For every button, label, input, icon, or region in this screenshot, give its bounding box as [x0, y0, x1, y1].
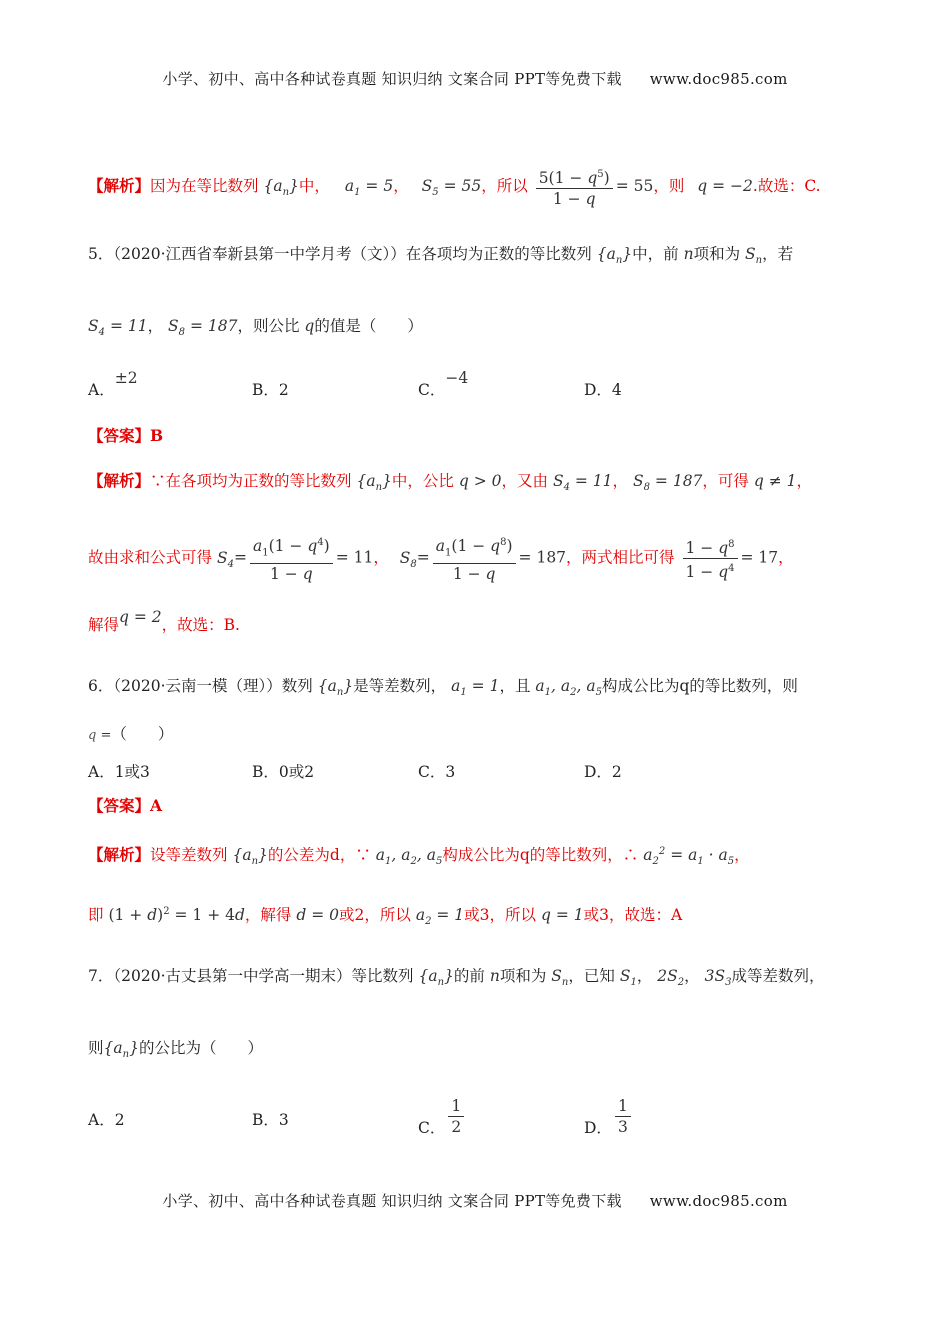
- formula: $\{a_n\}$: [103, 1039, 139, 1061]
- q7-option-d[interactable]: [584, 1096, 634, 1137]
- formula: $\{a_n\}$: [418, 967, 454, 989]
- q7-option-a[interactable]: [88, 1108, 125, 1130]
- formula: $S_n$: [745, 245, 763, 267]
- text: 是等差数列，: [353, 677, 447, 695]
- formula: $\{a_n\}$: [356, 472, 392, 494]
- q7-stem-line1: [88, 962, 890, 997]
- text: 或2，所以: [339, 906, 411, 925]
- formula-fraction: $\frac{5(1 - q^5)}{1 - q}$: [536, 165, 613, 209]
- text: ，: [796, 472, 813, 490]
- formula: $a_1$, $a_2$, $a_5$: [375, 846, 443, 868]
- text: ，所以: [481, 177, 528, 196]
- option-label: C．: [418, 1118, 446, 1137]
- q6-option-b[interactable]: [252, 760, 314, 782]
- text: 设等差数列: [150, 846, 228, 865]
- q6-option-c[interactable]: [418, 760, 455, 782]
- text: ，: [393, 177, 409, 196]
- text: 构成公比为q的等比数列，则: [601, 677, 798, 695]
- formula: $a_1$, $a_2$, $a_5$: [535, 677, 602, 699]
- formula: q = −2: [697, 177, 753, 196]
- footer-text: 小学、初中、高中各种试卷真题 知识归纳 文案合同 PPT等免费下载: [162, 1192, 622, 1210]
- analysis-tag: 【解析】: [88, 471, 151, 490]
- q4-analysis-line: 【解析】因为在等比数列 $\{a_n\}$中， $a_1 = 5$， $S_5 = 55$，所以 $\frac{5(1 - q^5)}{1 - q}$ = 55，则 q = −2.故选：C.: [88, 165, 890, 209]
- header-url[interactable]: www.doc985.com: [649, 70, 788, 88]
- text: 项和为: [693, 245, 741, 263]
- text: ∵在各项均为正数的等比数列: [150, 472, 352, 490]
- text: ，: [778, 548, 794, 567]
- text: 或3，所以: [464, 906, 537, 925]
- formula: q > 0: [458, 472, 502, 490]
- option-label: A．1或3: [88, 763, 150, 781]
- formula: $\{a_n\}$: [317, 677, 354, 699]
- formula-fraction: $\frac{1}{2}$: [448, 1096, 464, 1137]
- text: ，且: [499, 677, 531, 695]
- formula: $a_2 = 1$: [415, 906, 465, 928]
- formula: $\{a_n\}$: [263, 177, 299, 199]
- text: ，故选：B.: [161, 616, 240, 634]
- option-label: C．3: [418, 763, 456, 781]
- text: 数列: [281, 677, 313, 695]
- q5-answer: [88, 422, 890, 450]
- option-label: A．: [88, 381, 115, 399]
- text: ，已知: [568, 967, 615, 985]
- formula: n: [683, 245, 694, 263]
- question-source: （2020·云南一模（理））: [113, 677, 282, 695]
- page-header: [0, 68, 950, 89]
- formula: q = 1: [540, 906, 584, 925]
- text: （ ）: [111, 725, 174, 743]
- formula: $S_4$: [216, 548, 234, 570]
- question-number: 7．: [88, 967, 114, 985]
- formula-fraction: $\frac{a_1(1 - q^8)}{1 - q}$: [433, 533, 516, 584]
- text: ，: [147, 317, 164, 335]
- formula: $3S_3$: [704, 967, 732, 989]
- formula-fraction: $\frac{a_1(1 - q^4)}{1 - q}$: [250, 533, 333, 584]
- formula: $\{a_n\}$: [596, 245, 633, 267]
- text: 的公比为（ ）: [138, 1039, 263, 1057]
- formula-fraction: $\frac{1}{3}$: [615, 1096, 631, 1137]
- text: ，则公比: [237, 317, 300, 335]
- formula: $S_1$: [619, 967, 637, 989]
- q7-option-c[interactable]: [418, 1096, 467, 1137]
- formula: $S_4 = 11$: [88, 317, 148, 339]
- text: 或3，故选：A: [583, 906, 683, 925]
- formula: $a_2^2 = a_1 \cdot a_5$: [643, 846, 735, 868]
- formula: $S_4 = 11$: [552, 472, 613, 494]
- q5-stem-line2: [88, 312, 890, 347]
- text: 在各项均为正数的等比数列: [405, 245, 592, 263]
- text: 成等差数列，: [731, 967, 825, 985]
- q6-stem-line2: [88, 720, 890, 750]
- formula: $S_5 = 55$: [421, 177, 482, 199]
- formula: $S_n$: [551, 967, 569, 989]
- analysis-tag: 【解析】: [88, 845, 151, 865]
- question-number: 6．: [88, 677, 114, 695]
- formula: −4: [445, 369, 469, 387]
- q5-option-a[interactable]: [88, 369, 138, 400]
- header-text: 小学、初中、高中各种试卷真题 知识归纳 文案合同 PPT等免费下载: [162, 70, 622, 88]
- q7-stem-line2: [88, 1034, 890, 1069]
- option-label: A．2: [88, 1111, 125, 1129]
- footer-url[interactable]: www.doc985.com: [649, 1192, 788, 1210]
- answer-tag: 【答案】: [88, 426, 151, 445]
- text: ，两式相比可得: [566, 548, 675, 567]
- q6-option-a[interactable]: [88, 760, 150, 782]
- text: .故选：C.: [752, 177, 821, 196]
- text: 中，: [298, 177, 330, 196]
- text: ，解得: [244, 906, 292, 925]
- text: ，: [636, 967, 653, 985]
- formula: q = 2: [119, 608, 162, 626]
- formula: q: [304, 317, 315, 335]
- option-label: B．2: [252, 381, 289, 399]
- text: 的公差为d，∵: [267, 846, 371, 865]
- text: ，: [734, 846, 750, 865]
- q7-option-b[interactable]: [252, 1108, 289, 1130]
- text: ，可得: [702, 472, 749, 490]
- answer-value: B: [150, 426, 164, 445]
- text: 中，前: [632, 245, 679, 263]
- text: ，又由: [501, 472, 549, 490]
- formula: $S_8$: [399, 548, 417, 570]
- text: 中，公比: [391, 472, 454, 490]
- q5-stem-line1: [88, 240, 890, 275]
- formula-fraction: $\frac{1 - q^8}{1 - q^4}$: [683, 535, 738, 582]
- page-footer: [0, 1190, 950, 1211]
- formula: $a_1 = 1$: [451, 677, 500, 699]
- text: 因为在等比数列: [150, 177, 259, 196]
- answer-value: A: [150, 796, 163, 815]
- text: 即: [88, 906, 104, 925]
- q5-analysis-line2: 故由求和公式可得 $S_4=$ $\frac{a_1(1 - q^4)}{1 - q}$ = 11， $S_8=$ $\frac{a_1(1 - q^8)}{1 - q}$ = 187，两式相比可得 $\frac{1 - q^8}{1 - q^4}$ = 17，: [88, 533, 890, 584]
- text: 则: [88, 1039, 104, 1057]
- q5-option-c[interactable]: [418, 369, 469, 400]
- text: 等比数列: [351, 967, 414, 985]
- text: 构成公比为q的等比数列，∴: [442, 846, 639, 865]
- text: ，: [612, 472, 629, 490]
- question-source: （2020·古丈县第一中学高一期末）: [113, 967, 352, 985]
- text: 的值是（ ）: [314, 317, 423, 335]
- formula: q =: [88, 728, 112, 743]
- text: 故由求和公式可得: [88, 548, 213, 567]
- option-label: D．4: [584, 381, 622, 399]
- formula: q ≠ 1: [753, 472, 797, 490]
- q6-analysis-line2: [88, 898, 890, 936]
- option-label: D．2: [584, 763, 622, 781]
- text: ，若: [762, 245, 794, 263]
- option-label: B．3: [252, 1111, 289, 1129]
- q6-stem-line1: [88, 672, 890, 707]
- q5-analysis-line3: [88, 608, 890, 639]
- text: 的前: [453, 967, 485, 985]
- answer-tag: 【答案】: [88, 796, 151, 815]
- q5-analysis-line1: [88, 467, 890, 502]
- text: 解得: [88, 616, 120, 634]
- text: 项和为: [499, 967, 547, 985]
- formula: $\{a_n\}$: [232, 846, 268, 868]
- formula: $S_8 = 187$: [632, 472, 703, 494]
- formula: $a_1 = 5$: [344, 177, 394, 199]
- text: ，: [684, 967, 700, 985]
- q5-option-b[interactable]: [252, 378, 289, 400]
- q6-answer: [88, 792, 890, 820]
- formula: $(1 + d)^2 = 1 + 4d$: [108, 906, 245, 925]
- formula: d = 0: [296, 906, 340, 925]
- question-source: （2020·江西省奉新县第一中学月考（文））: [113, 245, 406, 263]
- option-label: C．: [418, 381, 446, 399]
- formula: n: [489, 967, 500, 985]
- question-number: 5．: [88, 245, 114, 263]
- q6-analysis-line1: [88, 838, 890, 876]
- analysis-tag: 【解析】: [88, 176, 151, 196]
- text: ，则: [653, 177, 685, 196]
- q6-option-d[interactable]: [584, 760, 622, 782]
- q5-option-d[interactable]: [584, 378, 622, 400]
- formula: $2S_2$: [657, 967, 685, 989]
- formula: $S_8 = 187$: [168, 317, 238, 339]
- option-label: B．0或2: [252, 763, 315, 781]
- formula: ±2: [114, 369, 138, 387]
- option-label: D．: [584, 1118, 612, 1137]
- text: ，: [373, 548, 389, 567]
